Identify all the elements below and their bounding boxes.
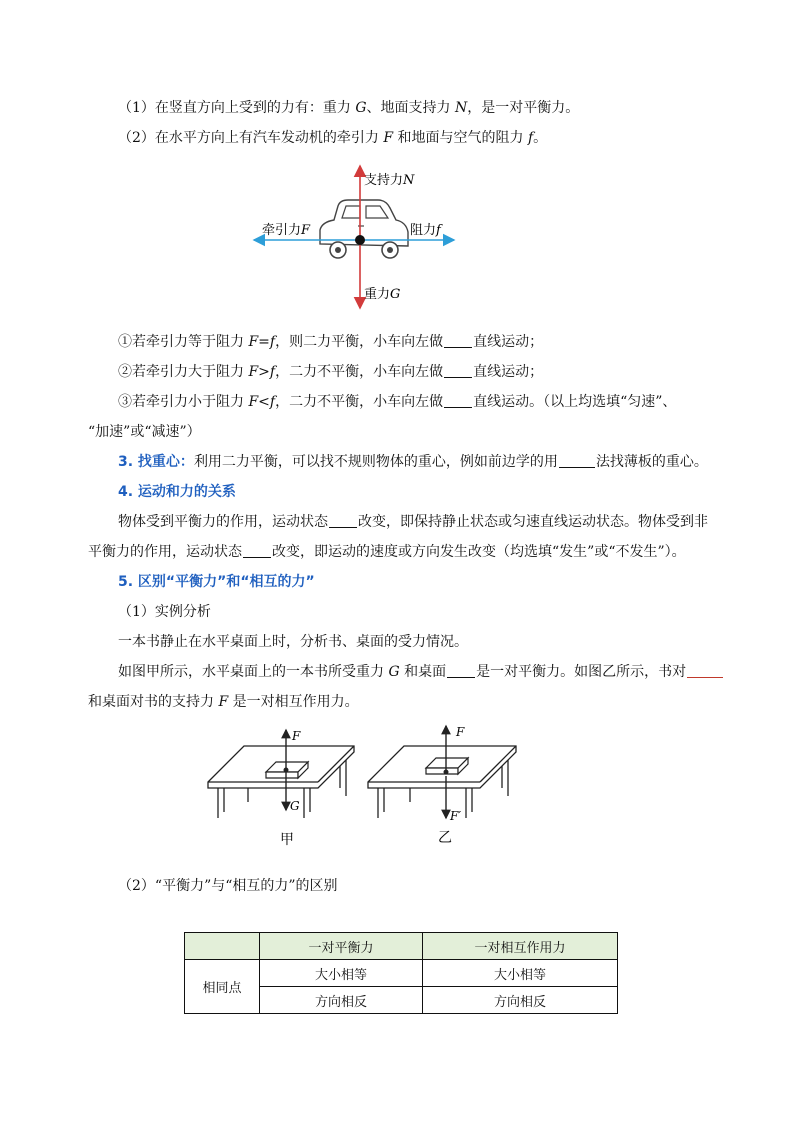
center-of-mass-dot — [355, 235, 365, 245]
table-header-cell: 一对相互作用力 — [423, 933, 618, 960]
table-group-label: 相同点 — [185, 960, 260, 1014]
paragraph-interaction-force: 和桌面对书的支持力 F 是一对相互作用力。 — [88, 694, 359, 710]
caption-yi: 乙 — [438, 830, 452, 846]
drag-force-label: 阻力f — [410, 223, 441, 238]
table-cell: 方向相反 — [260, 987, 423, 1014]
paragraph-balanced-force: 物体受到平衡力的作用，运动状态 改变，即保持静止状态或匀速直线运动状态。物体受到非 — [118, 514, 708, 530]
label-f-prime: F′ — [450, 809, 462, 823]
support-force-label: 支持力N — [364, 173, 415, 188]
table-cell: 方向相反 — [423, 987, 618, 1014]
question-smaller-force: ③若牵引力小于阻力 F<f，二力不平衡，小车向左做 直线运动。（以上均选填“匀速”、 — [118, 394, 677, 410]
car-force-diagram — [250, 162, 460, 312]
answer-blank[interactable] — [687, 663, 723, 678]
table-header-cell: 一对平衡力 — [260, 933, 423, 960]
table-row — [185, 960, 618, 987]
section-heading-motion-force: 4. 运动和力的关系 — [118, 484, 236, 500]
paragraph-unbalanced-force: 平衡力的作用，运动状态 改变，即运动的速度或方向发生改变（均选填“发生”或“不发生”）。 — [88, 544, 686, 560]
book-table-diagram — [204, 722, 524, 848]
label-g: G — [290, 799, 300, 813]
table-header-row — [185, 933, 618, 960]
table-cell: 大小相等 — [423, 960, 618, 987]
answer-blank[interactable] — [444, 333, 472, 348]
paragraph-vertical-forces: （1）在竖直方向上受到的力有：重力 G、地面支持力 N，是一对平衡力。 — [118, 100, 580, 116]
question-equal-force: ①若牵引力等于阻力 F=f，则二力平衡，小车向左做 直线运动； — [118, 334, 544, 350]
answer-blank[interactable] — [444, 393, 472, 408]
question-greater-force: ②若牵引力大于阻力 F>f，二力不平衡，小车向左做 直线运动； — [118, 364, 544, 380]
section-heading-distinguish-forces: 5. 区别“平衡力”和“相互的力” — [118, 574, 315, 590]
caption-jia: 甲 — [280, 832, 294, 848]
question-options-note: “加速”或“减速”） — [88, 424, 201, 440]
section-find-center-of-gravity: 3. 找重心：利用二力平衡，可以找不规则物体的重心，例如前边学的用 法找薄板的重心。 — [118, 454, 708, 470]
table-left — [208, 746, 354, 818]
traction-force-label: 牵引力F — [262, 223, 311, 238]
comparison-table — [184, 932, 618, 1014]
table-header-cell — [185, 933, 260, 960]
paragraph-horizontal-forces: （2）在水平方向上有汽车发动机的牵引力 F 和地面与空气的阻力 f。 — [118, 130, 548, 146]
car-icon — [320, 200, 408, 258]
answer-blank[interactable] — [329, 513, 357, 528]
answer-blank[interactable] — [444, 363, 472, 378]
gravity-force-label: 重力G — [364, 287, 401, 302]
subheading-difference: （2）“平衡力”与“相互的力”的区别 — [118, 878, 338, 894]
table-cell: 大小相等 — [260, 960, 423, 987]
label-f: F — [292, 729, 301, 743]
label-f: F — [456, 725, 465, 739]
table-right — [368, 746, 516, 818]
subheading-example-analysis: （1）实例分析 — [118, 604, 211, 620]
paragraph-figure-explanation: 如图甲所示，水平桌面上的一本书所受重力 G 和桌面 是一对平衡力。如图乙所示，书对 — [118, 662, 724, 682]
answer-blank[interactable] — [243, 543, 271, 558]
answer-blank[interactable] — [559, 453, 595, 468]
paragraph-book-on-table: 一本书静止在水平桌面上时，分析书、桌面的受力情况。 — [118, 634, 468, 650]
answer-blank[interactable] — [447, 663, 475, 678]
